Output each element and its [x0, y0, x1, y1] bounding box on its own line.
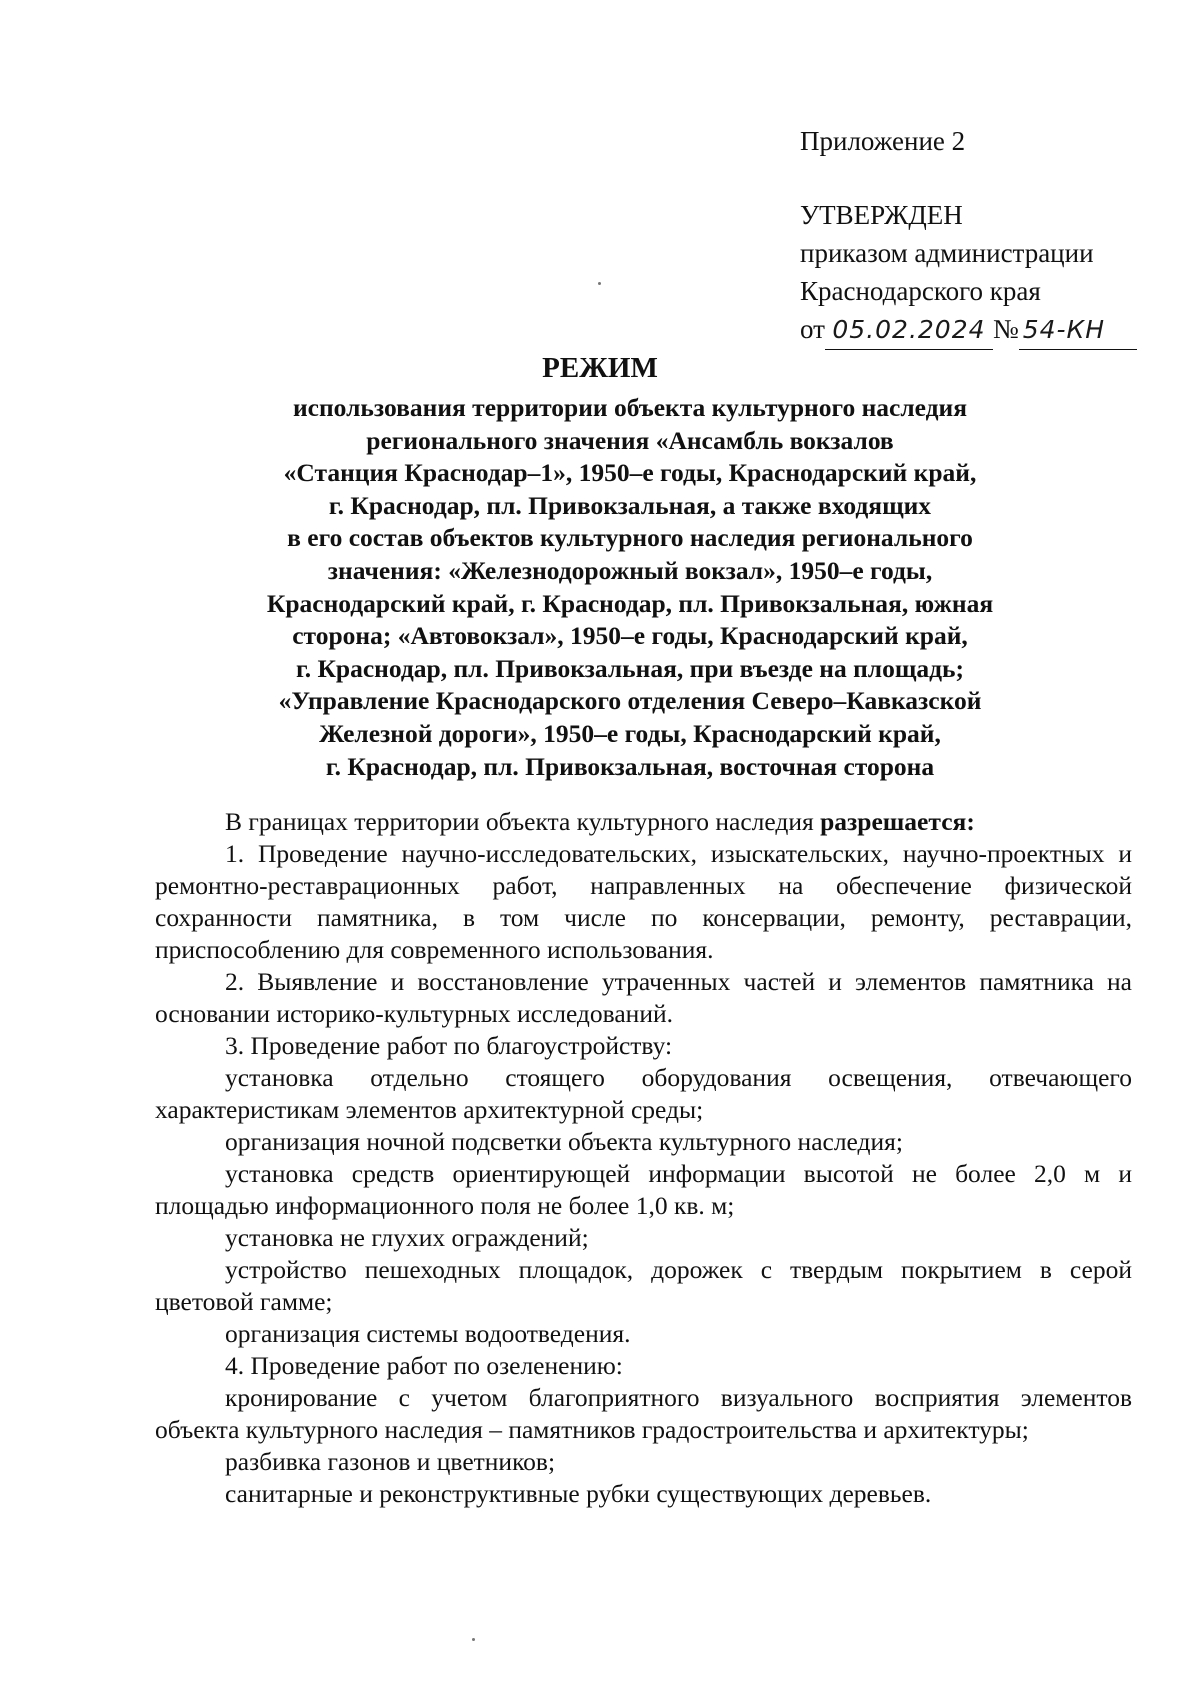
approval-block [800, 196, 1137, 350]
item-1-paragraph: 1. Проведение научно-исследовательских, изыскательских, научно-проектных и ремонтно-реставрационных работ, направленных на обеспечение физической сохранности памятника, в том числе по консервации, ремонту, реставрации, приспособлению для современного использования. [155, 839, 1132, 964]
item-3-heading: 3. Проведение работ по благоустройству: [225, 1031, 673, 1060]
subtitle-line: Краснодарский край, г. Краснодар, пл. Привокзальная, южная [266, 588, 994, 618]
appendix-label: Приложение 2 [800, 126, 966, 156]
subtitle-line: значения: «Железнодорожный вокзал», 1950–е годы, [327, 555, 933, 585]
item-3-subitem: устройство пешеходных площадок, дорожек с твердым покрытием в серой цветовой гамме; [155, 1255, 1132, 1316]
intro-text: В границах территории объекта культурного наследия [225, 807, 821, 836]
item-4-subitem: санитарные и реконструктивные рубки существующих деревьев. [225, 1479, 932, 1508]
item-4-subitem: разбивка газонов и цветников; [225, 1447, 556, 1476]
item-3-subitem: установка не глухих ограждений; [225, 1223, 589, 1252]
handwritten-date: 05.02.2024 [825, 311, 993, 350]
subtitle-line: использования территории объекта культурного наследия [292, 393, 968, 422]
approved-region: Краснодарского края [800, 276, 1041, 306]
subtitle-line: в его состав объектов культурного наследия регионального [287, 523, 973, 553]
scan-speck [472, 1638, 475, 1641]
item-4-subitem: кронирование с учетом благоприятного визуального восприятия элементов объекта культурного наследия – памятников градостроительства и архитектуры; [155, 1383, 1132, 1444]
item-3-subitem: установка средств ориентирующей информации высотой не более 2,0 м и площадью информационного поля не более 1,0 кв. м; [155, 1159, 1132, 1220]
document-title: РЕЖИМ [542, 352, 658, 384]
subtitle-line: Железной дороги», 1950–е годы, Краснодарский край, [319, 718, 941, 748]
item-3-subitem: организация системы водоотведения. [225, 1319, 631, 1348]
subtitle-line: регионального значения «Ансамбль вокзалов [366, 425, 894, 455]
subtitle-line: «Управление Краснодарского отделения Северо–Кавказской [278, 686, 982, 716]
subtitle-line: г. Краснодар, пл. Привокзальная, восточная сторона [325, 751, 935, 781]
order-date-number-line [800, 310, 1137, 350]
document-body [155, 806, 1132, 1510]
item-2-paragraph: 2. Выявление и восстановление утраченных частей и элементов памятника на основании историко-культурных исследований. [155, 967, 1132, 1028]
item-4-heading: 4. Проведение работ по озеленению: [225, 1351, 623, 1380]
intro-paragraph [155, 806, 1132, 838]
intro-bold: разрешается: [820, 807, 975, 836]
handwritten-number: 54-КН [1019, 311, 1137, 350]
subtitle-line: «Станция Краснодар–1», 1950–е годы, Краснодарский край, [283, 458, 977, 488]
approved-label: УТВЕРЖДЕН [800, 200, 963, 230]
scan-speck [598, 282, 601, 285]
item-3-subitem: организация ночной подсветки объекта культурного наследия; [225, 1127, 903, 1156]
subtitle-line: г. Краснодар, пл. Привокзальная, а также входящих [328, 490, 932, 520]
from-label: от [800, 314, 825, 344]
document-subtitle [200, 392, 1060, 783]
approved-by-order: приказом администрации [800, 238, 1094, 268]
number-label: № [992, 314, 1019, 344]
subtitle-line: сторона; «Автовокзал», 1950–е годы, Краснодарский край, [292, 621, 968, 651]
item-3-subitem: установка отдельно стоящего оборудования освещения, отвечающего характеристикам элементов архитектурной среды; [155, 1063, 1132, 1124]
subtitle-line: г. Краснодар, пл. Привокзальная, при въезде на площадь; [295, 653, 964, 683]
